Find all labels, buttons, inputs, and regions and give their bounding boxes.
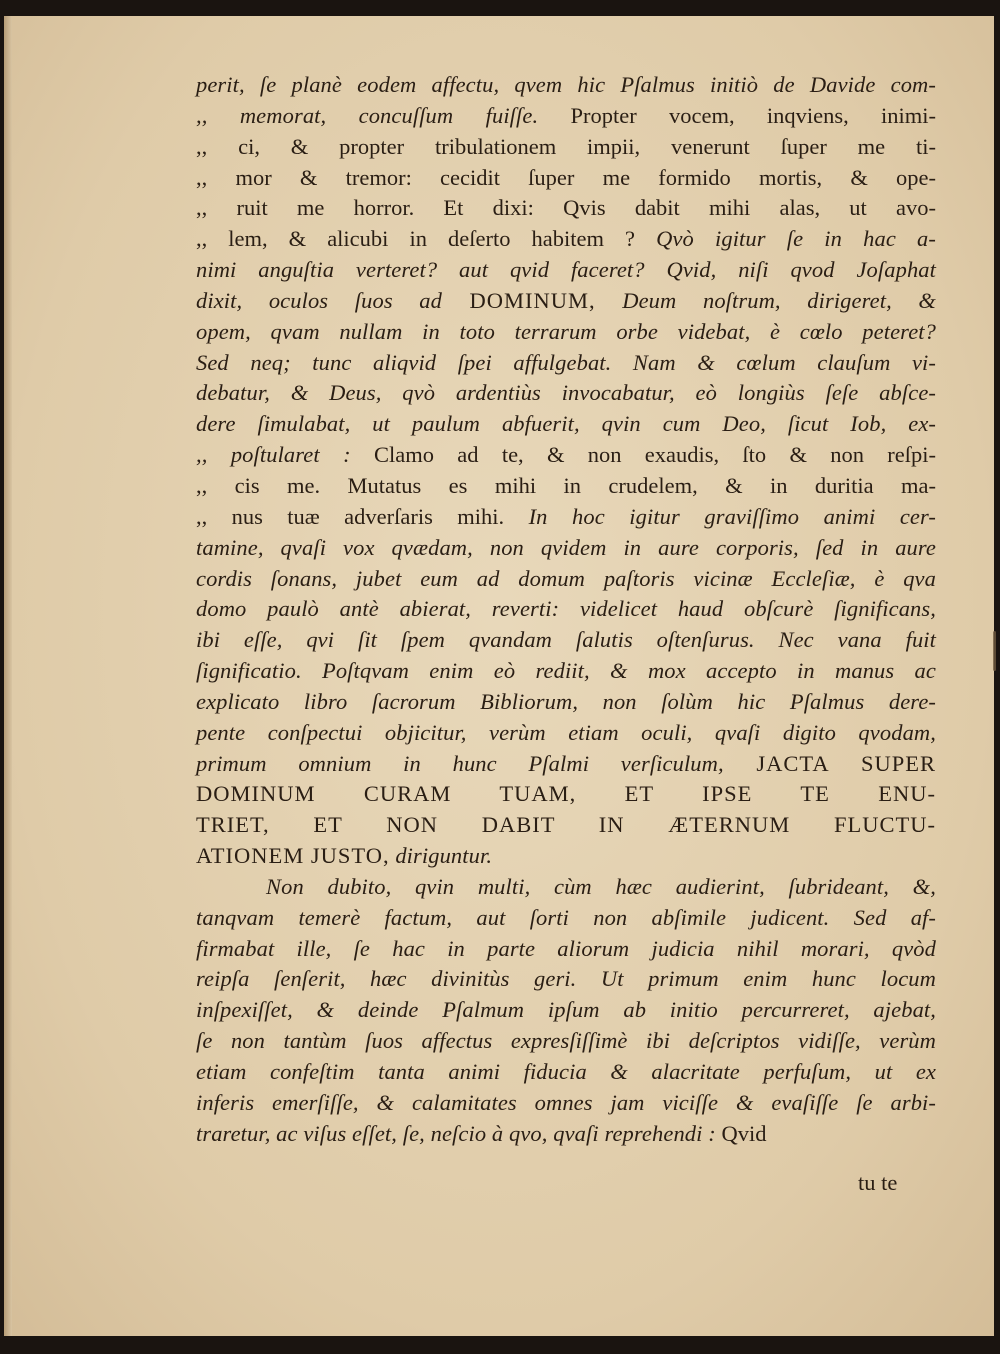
text-line (196, 625, 936, 656)
text-segment: tamine, qvaſi vox qvædam, non qvidem in aure corporis, ſed in aure (196, 534, 936, 560)
text-segment: ,, lem, & alicubi in deſerto habitem ? (196, 226, 635, 252)
text-segment: opem, qvam nullam in toto terrarum orbe videbat, è cœlo peteret? (196, 318, 936, 344)
text-segment: ,, nus tuæ adverſaris mihi. (196, 503, 505, 529)
text-line (196, 995, 936, 1026)
text-line (196, 656, 936, 687)
text-line (196, 872, 936, 903)
text-segment: ATIONEM JUSTO, (196, 843, 390, 869)
text-line (196, 1088, 936, 1119)
text-segment: inferis emerſiſſe, & calamitates omnes jam viciſſe & evaſiſſe ſe arbi- (196, 1089, 936, 1115)
text-line (196, 224, 936, 255)
text-segment: pente conſpectui objicitur, verùm etiam oculi, qvaſi digito qvodam, (196, 719, 936, 745)
text-segment: Sed neq; tunc aliqvid ſpei affulgebat. Nam & cœlum clauſum vi- (196, 349, 936, 375)
text-segment: TRIET, ET NON DABIT IN ÆTERNUM FLUCTU- (196, 812, 936, 838)
text-segment: firmabat ille, ſe hac in parte aliorum judicia nihil morari, qvòd (196, 935, 936, 961)
text-segment: nimi anguſtia verteret? aut qvid faceret? Qvid, niſi qvod Joſaphat (196, 257, 936, 283)
text-segment: Qvò igitur ſe in hac a- (634, 226, 936, 252)
text-line (196, 964, 936, 995)
text-line (196, 779, 936, 810)
text-line (196, 471, 936, 502)
text-segment: ,, ci, & propter tribulationem impii, venerunt ſuper me ti- (196, 133, 936, 159)
text-line (196, 749, 936, 780)
text-line (196, 718, 936, 749)
text-segment: ,, poſtularet : (196, 442, 351, 468)
page-gutter-edge (4, 16, 12, 1336)
margin-mark (993, 631, 996, 671)
text-line (196, 1026, 936, 1057)
text-line (196, 70, 936, 101)
text-segment: Non dubito, qvin multi, cùm hæc audierint, ſubrideant, &, (266, 873, 936, 899)
text-segment: diriguntur. (389, 843, 493, 869)
text-segment: Propter vocem, inqviens, inimi- (538, 102, 936, 128)
text-segment: ,, mor & tremor: cecidit ſuper me formido mortis, & ope- (196, 164, 936, 190)
text-segment: perit, ſe planè eodem affectu, qvem hic Pſalmus initiò de Davide com- (196, 72, 936, 97)
text-segment: debatur, & Deus, qvò ardentiùs invocabatur, eò longiùs ſeſe abſce- (196, 380, 936, 406)
text-line (196, 255, 936, 286)
text-segment: domo paulò antè abierat, reverti: videlicet haud obſcurè ſignificans, (196, 596, 936, 622)
text-line (196, 101, 936, 132)
text-segment: dere ſimulabat, ut paulum abfuerit, qvin cum Deo, ſicut Iob, ex- (196, 411, 936, 437)
text-segment: Qvid (715, 1120, 767, 1146)
text-line (196, 440, 936, 471)
catchword: tu te (858, 1170, 898, 1195)
text-segment: etiam confeſtim tanta animi fiducia & alacritate perfuſum, ut ex (196, 1059, 936, 1084)
text-segment: DOMINUM CURAM TUAM, ET IPSE TE ENU- (196, 781, 936, 807)
text-segment: primum omnium in hunc Pſalmi verſiculum, (196, 750, 724, 776)
text-line (196, 934, 936, 965)
text-line (196, 564, 936, 595)
text-line (196, 286, 936, 317)
text-segment: ,, memorat, concuſſum fuiſſe. (196, 102, 539, 128)
text-segment: reipſa ſenſerit, hæc divinitùs geri. Ut primum enim hunc locum (196, 966, 936, 992)
text-line (196, 378, 936, 409)
text-line (196, 687, 936, 718)
text-segment: explicato libro ſacrorum Bibliorum, non ſolùm hic Pſalmus dere- (196, 688, 936, 714)
text-line (196, 409, 936, 440)
text-line (196, 348, 936, 379)
text-line (196, 841, 936, 872)
text-segment: tanqvam temerè factum, aut ſorti non abſimile judicent. Sed af- (196, 904, 936, 930)
text-segment: traretur, ac viſus eſſet, ſe, neſcio à qvo, qvaſi reprehendi : (196, 1120, 716, 1146)
text-segment: ,, ruit me horror. Et dixi: Qvis dabit mihi alas, ut avo- (196, 195, 936, 221)
text-segment: In hoc igitur graviſſimo animi cer- (504, 503, 936, 529)
text-line (196, 594, 936, 625)
text-segment: ſignificatio. Poſtqvam enim eò rediit, & mox accepto in manus ac (196, 658, 936, 684)
text-line (196, 317, 936, 348)
text-line (196, 533, 936, 564)
text-segment: dixit, oculos ſuos ad (196, 287, 442, 313)
text-line (196, 163, 936, 194)
text-segment: DOMINUM, (441, 287, 596, 313)
text-segment: ,, cis me. Mutatus es mihi in crudelem, & in duritia ma- (196, 472, 936, 498)
text-line (196, 810, 936, 841)
text-segment: Clamo ad te, & non exaudis, ſto & non reſpi- (350, 442, 937, 468)
text-line (196, 903, 936, 934)
text-line (196, 502, 936, 533)
text-segment: JACTA SUPER (723, 750, 936, 776)
text-line (196, 132, 936, 163)
text-segment: cordis ſonans, jubet eum ad domum paſtoris vicinæ Eccleſiæ, è qva (196, 565, 936, 591)
text-line (196, 1119, 936, 1150)
text-segment: inſpexiſſet, & deinde Pſalmum ipſum ab initio percurreret, ajebat, (196, 997, 936, 1023)
text-segment: ſe non tantùm ſuos affectus expresſiſſimè ibi deſcriptos vidiſſe, verùm (196, 1028, 936, 1054)
text-segment: Deum noſtrum, dirigeret, & (595, 287, 936, 313)
page-text (196, 70, 936, 1150)
text-line (196, 193, 936, 224)
text-segment: ibi eſſe, qvi ſit ſpem qvandam ſalutis oſtenſurus. Nec vana fuit (196, 627, 936, 653)
text-line (196, 1057, 936, 1088)
